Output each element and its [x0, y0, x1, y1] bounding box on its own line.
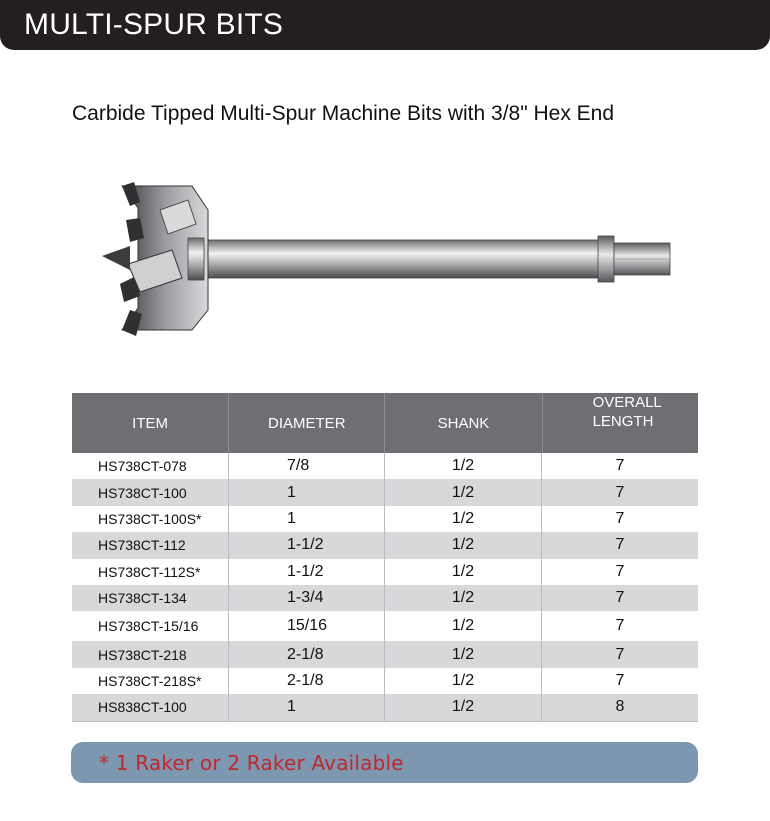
- header-shank: SHANK: [385, 393, 542, 453]
- cell-item: HS738CT-100S*: [72, 506, 229, 532]
- cell-item: HS738CT-218S*: [72, 668, 229, 694]
- cell-item: HS738CT-15/16: [72, 611, 229, 641]
- cell-shank: 1/2: [385, 694, 542, 720]
- header-overall-length: [543, 393, 698, 453]
- cell-length: 7: [615, 617, 625, 635]
- cell-item: HS738CT-112S*: [72, 559, 229, 585]
- cell-item: HS738CT-134: [72, 585, 229, 611]
- cell-length: 7: [615, 483, 625, 501]
- table-row: [72, 641, 698, 667]
- table-row: [72, 559, 698, 585]
- header-overall-line2: LENGTH: [592, 413, 654, 430]
- page-title: MULTI-SPUR BITS: [24, 8, 284, 41]
- multi-spur-bit-icon: [100, 180, 680, 340]
- cell-diameter: 7/8: [229, 453, 385, 479]
- table-bottom-rule: [72, 721, 698, 722]
- header-item: ITEM: [72, 393, 229, 453]
- cell-item: HS738CT-078: [72, 453, 229, 479]
- cell-diameter: 2-1/8: [229, 641, 385, 667]
- cell-diameter: 1-3/4: [229, 585, 385, 611]
- cell-length: 7: [615, 509, 625, 527]
- table-row: [72, 585, 698, 611]
- table-row: [72, 453, 698, 479]
- cell-diameter: 2-1/8: [229, 668, 385, 694]
- header-overall-line1: OVERALL: [592, 394, 662, 411]
- cell-diameter: 1-1/2: [229, 532, 385, 558]
- cell-shank: 1/2: [385, 611, 542, 641]
- table-row: [72, 694, 698, 720]
- product-subtitle: Carbide Tipped Multi-Spur Machine Bits with 3/8" Hex End: [72, 102, 615, 125]
- table-row: [72, 668, 698, 694]
- cell-diameter: 1: [229, 479, 385, 505]
- cell-length: 7: [615, 671, 625, 689]
- cell-item: HS738CT-112: [72, 532, 229, 558]
- cell-shank: 1/2: [385, 585, 542, 611]
- raker-note: * 1 Raker or 2 Raker Available: [99, 751, 404, 775]
- cell-length: 7: [615, 562, 625, 580]
- table-header: [72, 393, 698, 453]
- table-row: [72, 611, 698, 641]
- header-bar: [0, 0, 770, 50]
- cell-length: 7: [615, 645, 625, 663]
- cell-diameter: 1: [229, 506, 385, 532]
- cell-shank: 1/2: [385, 668, 542, 694]
- table-row: [72, 479, 698, 505]
- cell-shank: 1/2: [385, 532, 542, 558]
- cell-item: HS738CT-218: [72, 641, 229, 667]
- cell-shank: 1/2: [385, 506, 542, 532]
- note-bar: [71, 742, 698, 783]
- cell-item: HS838CT-100: [72, 694, 229, 720]
- header-diameter: DIAMETER: [229, 393, 385, 453]
- spec-table: [72, 393, 698, 722]
- cell-item: HS738CT-100: [72, 479, 229, 505]
- cell-length: 7: [615, 589, 625, 607]
- table-row: [72, 532, 698, 558]
- cell-diameter: 1-1/2: [229, 559, 385, 585]
- table-row: [72, 506, 698, 532]
- cell-shank: 1/2: [385, 641, 542, 667]
- cell-length: 7: [615, 536, 625, 554]
- cell-length: 8: [615, 698, 625, 716]
- cell-length: 7: [615, 457, 625, 475]
- cell-diameter: 1: [229, 694, 385, 720]
- cell-diameter: 15/16: [229, 611, 385, 641]
- cell-shank: 1/2: [385, 479, 542, 505]
- cell-shank: 1/2: [385, 453, 542, 479]
- cell-shank: 1/2: [385, 559, 542, 585]
